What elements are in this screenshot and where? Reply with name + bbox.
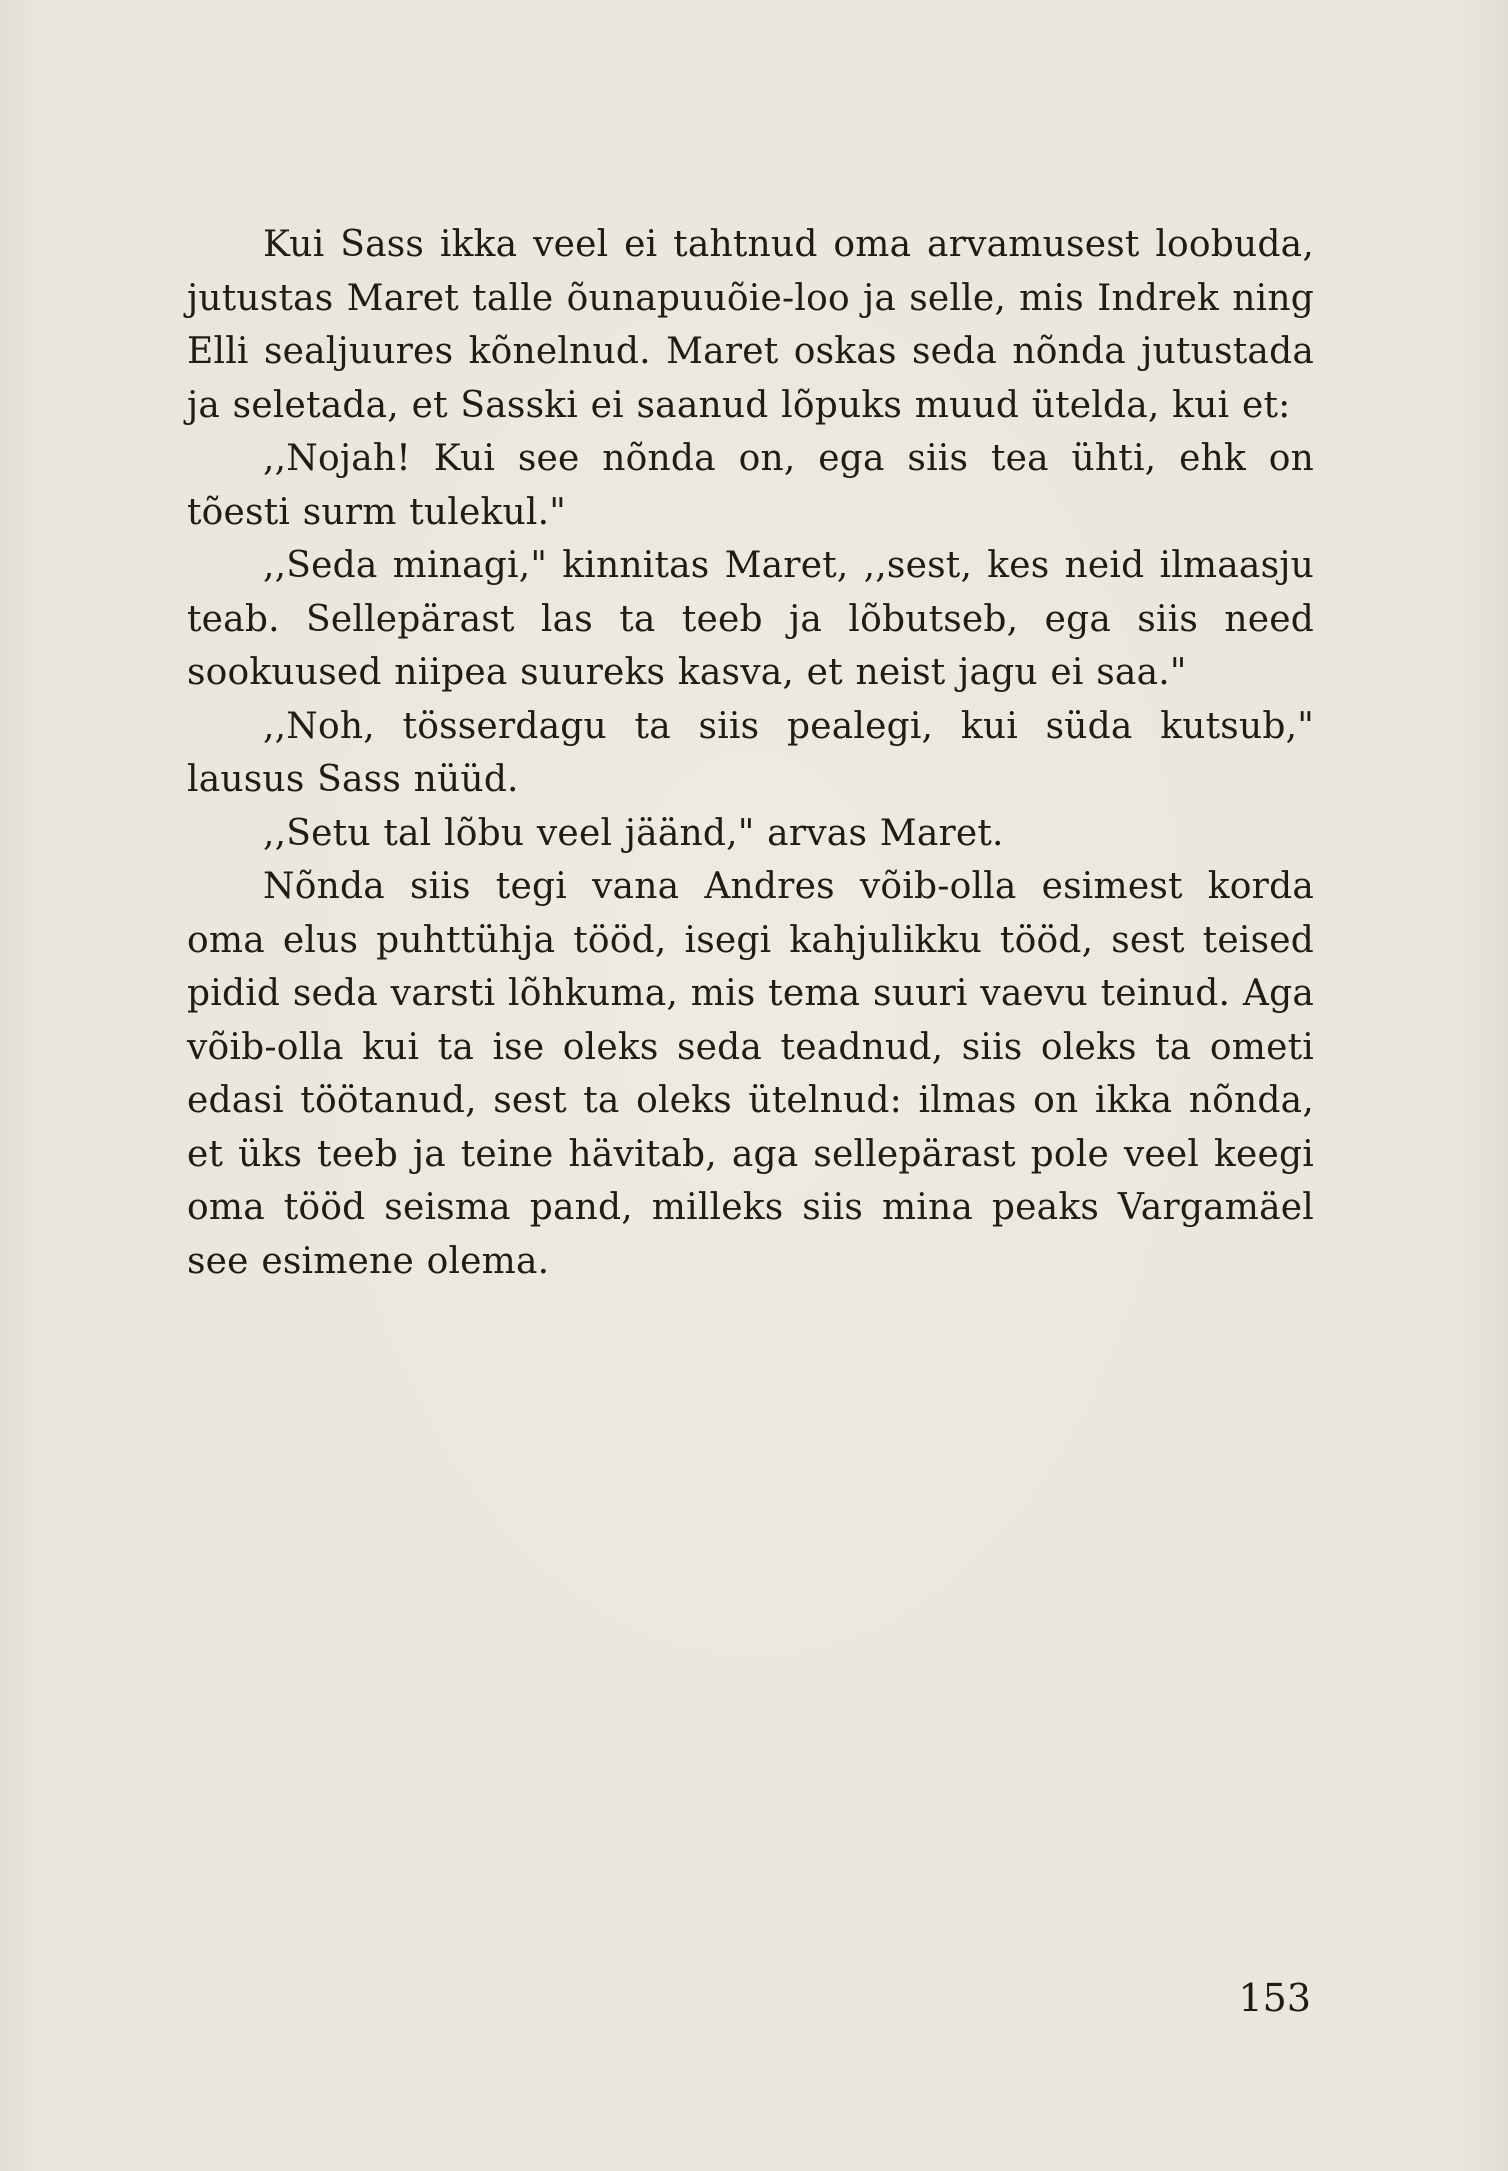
paragraph: ,,Seda minagi," kinnitas Maret, ,,sest, kes neid ilmaasju teab. Sellepärast las ta teeb ja lõbutseb, ega siis need sookuused niipea suureks kasva, et neist jagu ei saa." (187, 545, 1314, 693)
page-number: 153 (1238, 1976, 1311, 2020)
paragraph: Nõnda siis tegi vana Andres võib-olla esimest korda oma elus puhttühja tööd, isegi kahjulikku tööd, sest teised pidid seda varsti lõhkuma, mis tema suuri vaevu teinud. Aga võib-olla kui ta ise oleks seda teadnud, siis oleks ta ometi edasi töötanud, sest ta oleks ütelnud: ilmas on ikka nõnda, et üks teeb ja teine hävitab, aga sellepärast pole veel keegi oma tööd seisma pand, milleks siis mina peaks Vargamäel see esimene olema. (187, 866, 1314, 1282)
body-text (187, 218, 1314, 1288)
paragraph: Kui Sass ikka veel ei tahtnud oma arvamusest loobuda, jutustas Maret talle õunapuuõie-loo ja selle, mis Indrek ning Elli sealjuures kõnelnud. Maret oskas seda nõnda jutustada ja seletada, et Sasski ei saanud lõpuks muud ütelda, kui et: (187, 224, 1314, 426)
paragraph: ,,Noh, tösserdagu ta siis pealegi, kui süda kutsub," lausus Sass nüüd. (187, 705, 1314, 800)
paragraph: ,,Nojah! Kui see nõnda on, ega siis tea ühti, ehk on tõesti surm tulekul." (187, 438, 1314, 533)
paragraph: ,,Setu tal lõbu veel jäänd," arvas Maret. (263, 812, 1004, 854)
